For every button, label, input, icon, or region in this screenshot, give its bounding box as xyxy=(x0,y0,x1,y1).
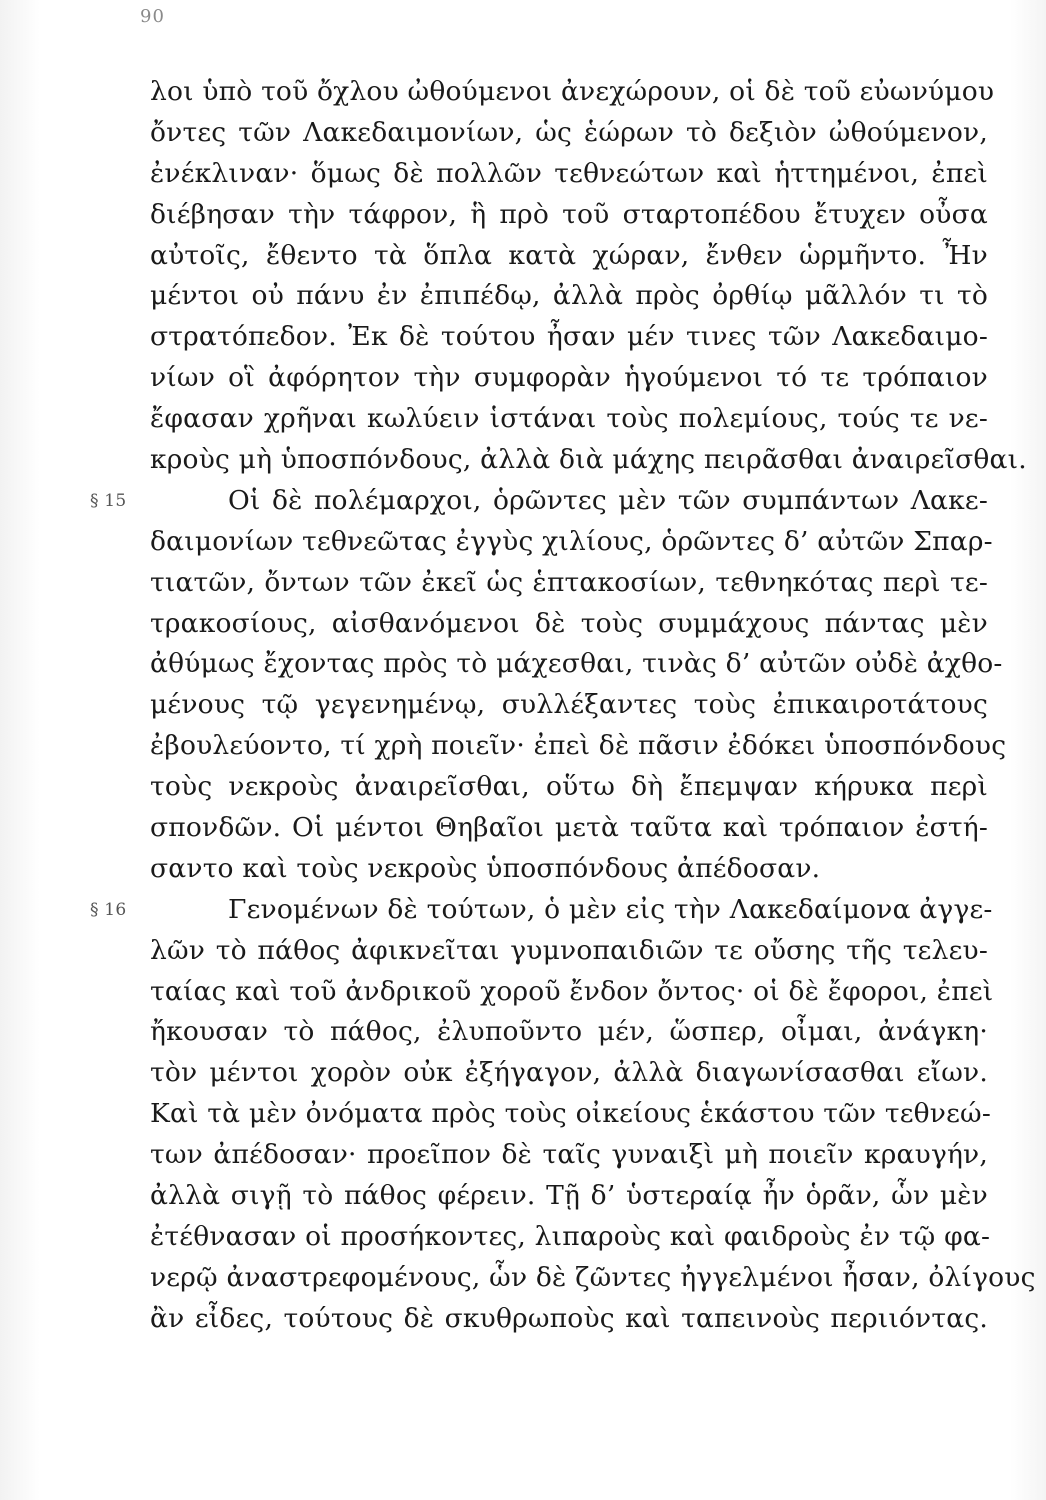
text-line: ἐβουλεύοντο, τί χρὴ ποιεῖν· ἐπεὶ δὲ πᾶσιν ἐδόκει ὑποσπόνδους xyxy=(150,730,1007,762)
text-line: ἀθύμως ἔχοντας πρὸς τὸ μάχεσθαι, τινὰς δ’ αὐτῶν οὐδὲ ἀχθο- xyxy=(150,648,1003,680)
text-line: των ἀπέδοσαν· προεῖπον δὲ ταῖς γυναιξὶ μὴ ποιεῖν κραυγήν, xyxy=(150,1139,988,1171)
text-line: ταίας καὶ τοῦ ἀνδρικοῦ χοροῦ ἔνδον ὄντος· οἱ δὲ ἔφοροι, ἐπεὶ xyxy=(150,975,994,1007)
text-line: νερῷ ἀναστρεφομένους, ὧν δὲ ζῶντες ἠγγελμένοι ἦσαν, ὀλίγους xyxy=(150,1261,1036,1293)
text-line-content: Γενομένων δὲ τούτων, ὁ μὲν εἰς τὴν Λακεδαίμονα ἀγγε- xyxy=(228,893,993,925)
text-line: κροὺς μὴ ὑποσπόνδους, ἀλλὰ διὰ μάχης πειρᾶσθαι ἀναιρεῖσθαι. xyxy=(150,444,1027,476)
section-16-first-line xyxy=(90,890,993,931)
text-line: μένους τῷ γεγενημένῳ, συλλέξαντες τοὺς ἐπικαιροτάτους xyxy=(150,689,988,721)
text-line: ὄντες τῶν Λακεδαιμονίων, ὡς ἑώρων τὸ δεξιὸν ὠθούμενον, xyxy=(150,116,988,148)
text-line: ἐτέθνασαν οἱ προσήκοντες, λιπαροὺς καὶ φαιδροὺς ἐν τῷ φα- xyxy=(150,1220,991,1252)
text-line: σπονδῶν. Οἱ μέντοι Θηβαῖοι μετὰ ταῦτα καὶ τρόπαιον ἐστή- xyxy=(150,812,988,844)
text-line: διέβησαν τὴν τάφρον, ἣ πρὸ τοῦ σταρτοπέδου ἔτυχεν οὖσα xyxy=(150,198,988,230)
text-line: ἐνέκλιναν· ὅμως δὲ πολλῶν τεθνεώτων καὶ ἡττημένοι, ἐπεὶ xyxy=(150,157,988,189)
text-line: νίων οἳ ἀφόρητον τὴν συμφορὰν ἡγούμενοι τό τε τρόπαιον xyxy=(150,362,988,394)
text-line: ἤκουσαν τὸ πάθος, ἐλυποῦντο μέν, ὥσπερ, οἶμαι, ἀνάγκη· xyxy=(150,1016,988,1048)
text-line: αὐτοῖς, ἔθεντο τὰ ὅπλα κατὰ χώραν, ἔνθεν ὡρμῆντο. Ἦν xyxy=(150,239,988,271)
text-line: ἀλλὰ σιγῇ τὸ πάθος φέρειν. Τῇ δ’ ὑστεραίᾳ ἦν ὁρᾶν, ὧν μὲν xyxy=(150,1180,988,1212)
text-line: στρατόπεδον. Ἐκ δὲ τούτου ἦσαν μέν τινες τῶν Λακεδαιμο- xyxy=(150,321,988,353)
text-line: σαντο καὶ τοὺς νεκροὺς ὑποσπόνδους ἀπέδοσαν. xyxy=(150,852,821,884)
page-number: 90 xyxy=(140,6,165,27)
section-marker-16: § 16 xyxy=(90,899,127,920)
greek-text-body xyxy=(90,72,1036,1340)
text-line: μέντοι οὐ πάνυ ἐν ἐπιπέδῳ, ἀλλὰ πρὸς ὀρθίῳ μᾶλλόν τι τὸ xyxy=(150,280,988,312)
text-line: τοὺς νεκροὺς ἀναιρεῖσθαι, οὕτω δὴ ἔπεμψαν κήρυκα περὶ xyxy=(150,771,988,803)
text-line: λῶν τὸ πάθος ἀφικνεῖται γυμνοπαιδιῶν τε οὔσης τῆς τελευ- xyxy=(150,934,988,966)
section-15-first-line xyxy=(90,481,988,522)
text-line: τὸν μέντοι χορὸν οὐκ ἐξήγαγον, ἀλλὰ διαγωνίσασθαι εἴων. xyxy=(150,1057,988,1089)
text-line: λοι ὑπὸ τοῦ ὄχλου ὠθούμενοι ἀνεχώρουν, οἱ δὲ τοῦ εὐωνύμου xyxy=(150,76,995,107)
text-line: τρακοσίους, αἰσθανόμενοι δὲ τοὺς συμμάχους πάντας μὲν xyxy=(150,607,988,639)
text-line: ἂν εἶδες, τούτους δὲ σκυθρωποὺς καὶ ταπεινοὺς περιιόντας. xyxy=(150,1302,988,1334)
text-line: Καὶ τὰ μὲν ὀνόματα πρὸς τοὺς οἰκείους ἑκάστου τῶν τεθνεώ- xyxy=(150,1098,991,1130)
text-line: δαιμονίων τεθνεῶτας ἐγγὺς χιλίους, ὁρῶντες δ’ αὐτῶν Σπαρ- xyxy=(150,525,993,557)
text-line: τιατῶν, ὄντων τῶν ἐκεῖ ὡς ἑπτακοσίων, τεθνηκότας περὶ τε- xyxy=(150,566,988,598)
section-marker-15: § 15 xyxy=(90,490,127,511)
text-line: ἔφασαν χρῆναι κωλύειν ἱστάναι τοὺς πολεμίους, τούς τε νε- xyxy=(150,403,988,435)
text-line-content: Οἱ δὲ πολέμαρχοι, ὁρῶντες μὲν τῶν συμπάντων Λακε- xyxy=(228,484,988,516)
